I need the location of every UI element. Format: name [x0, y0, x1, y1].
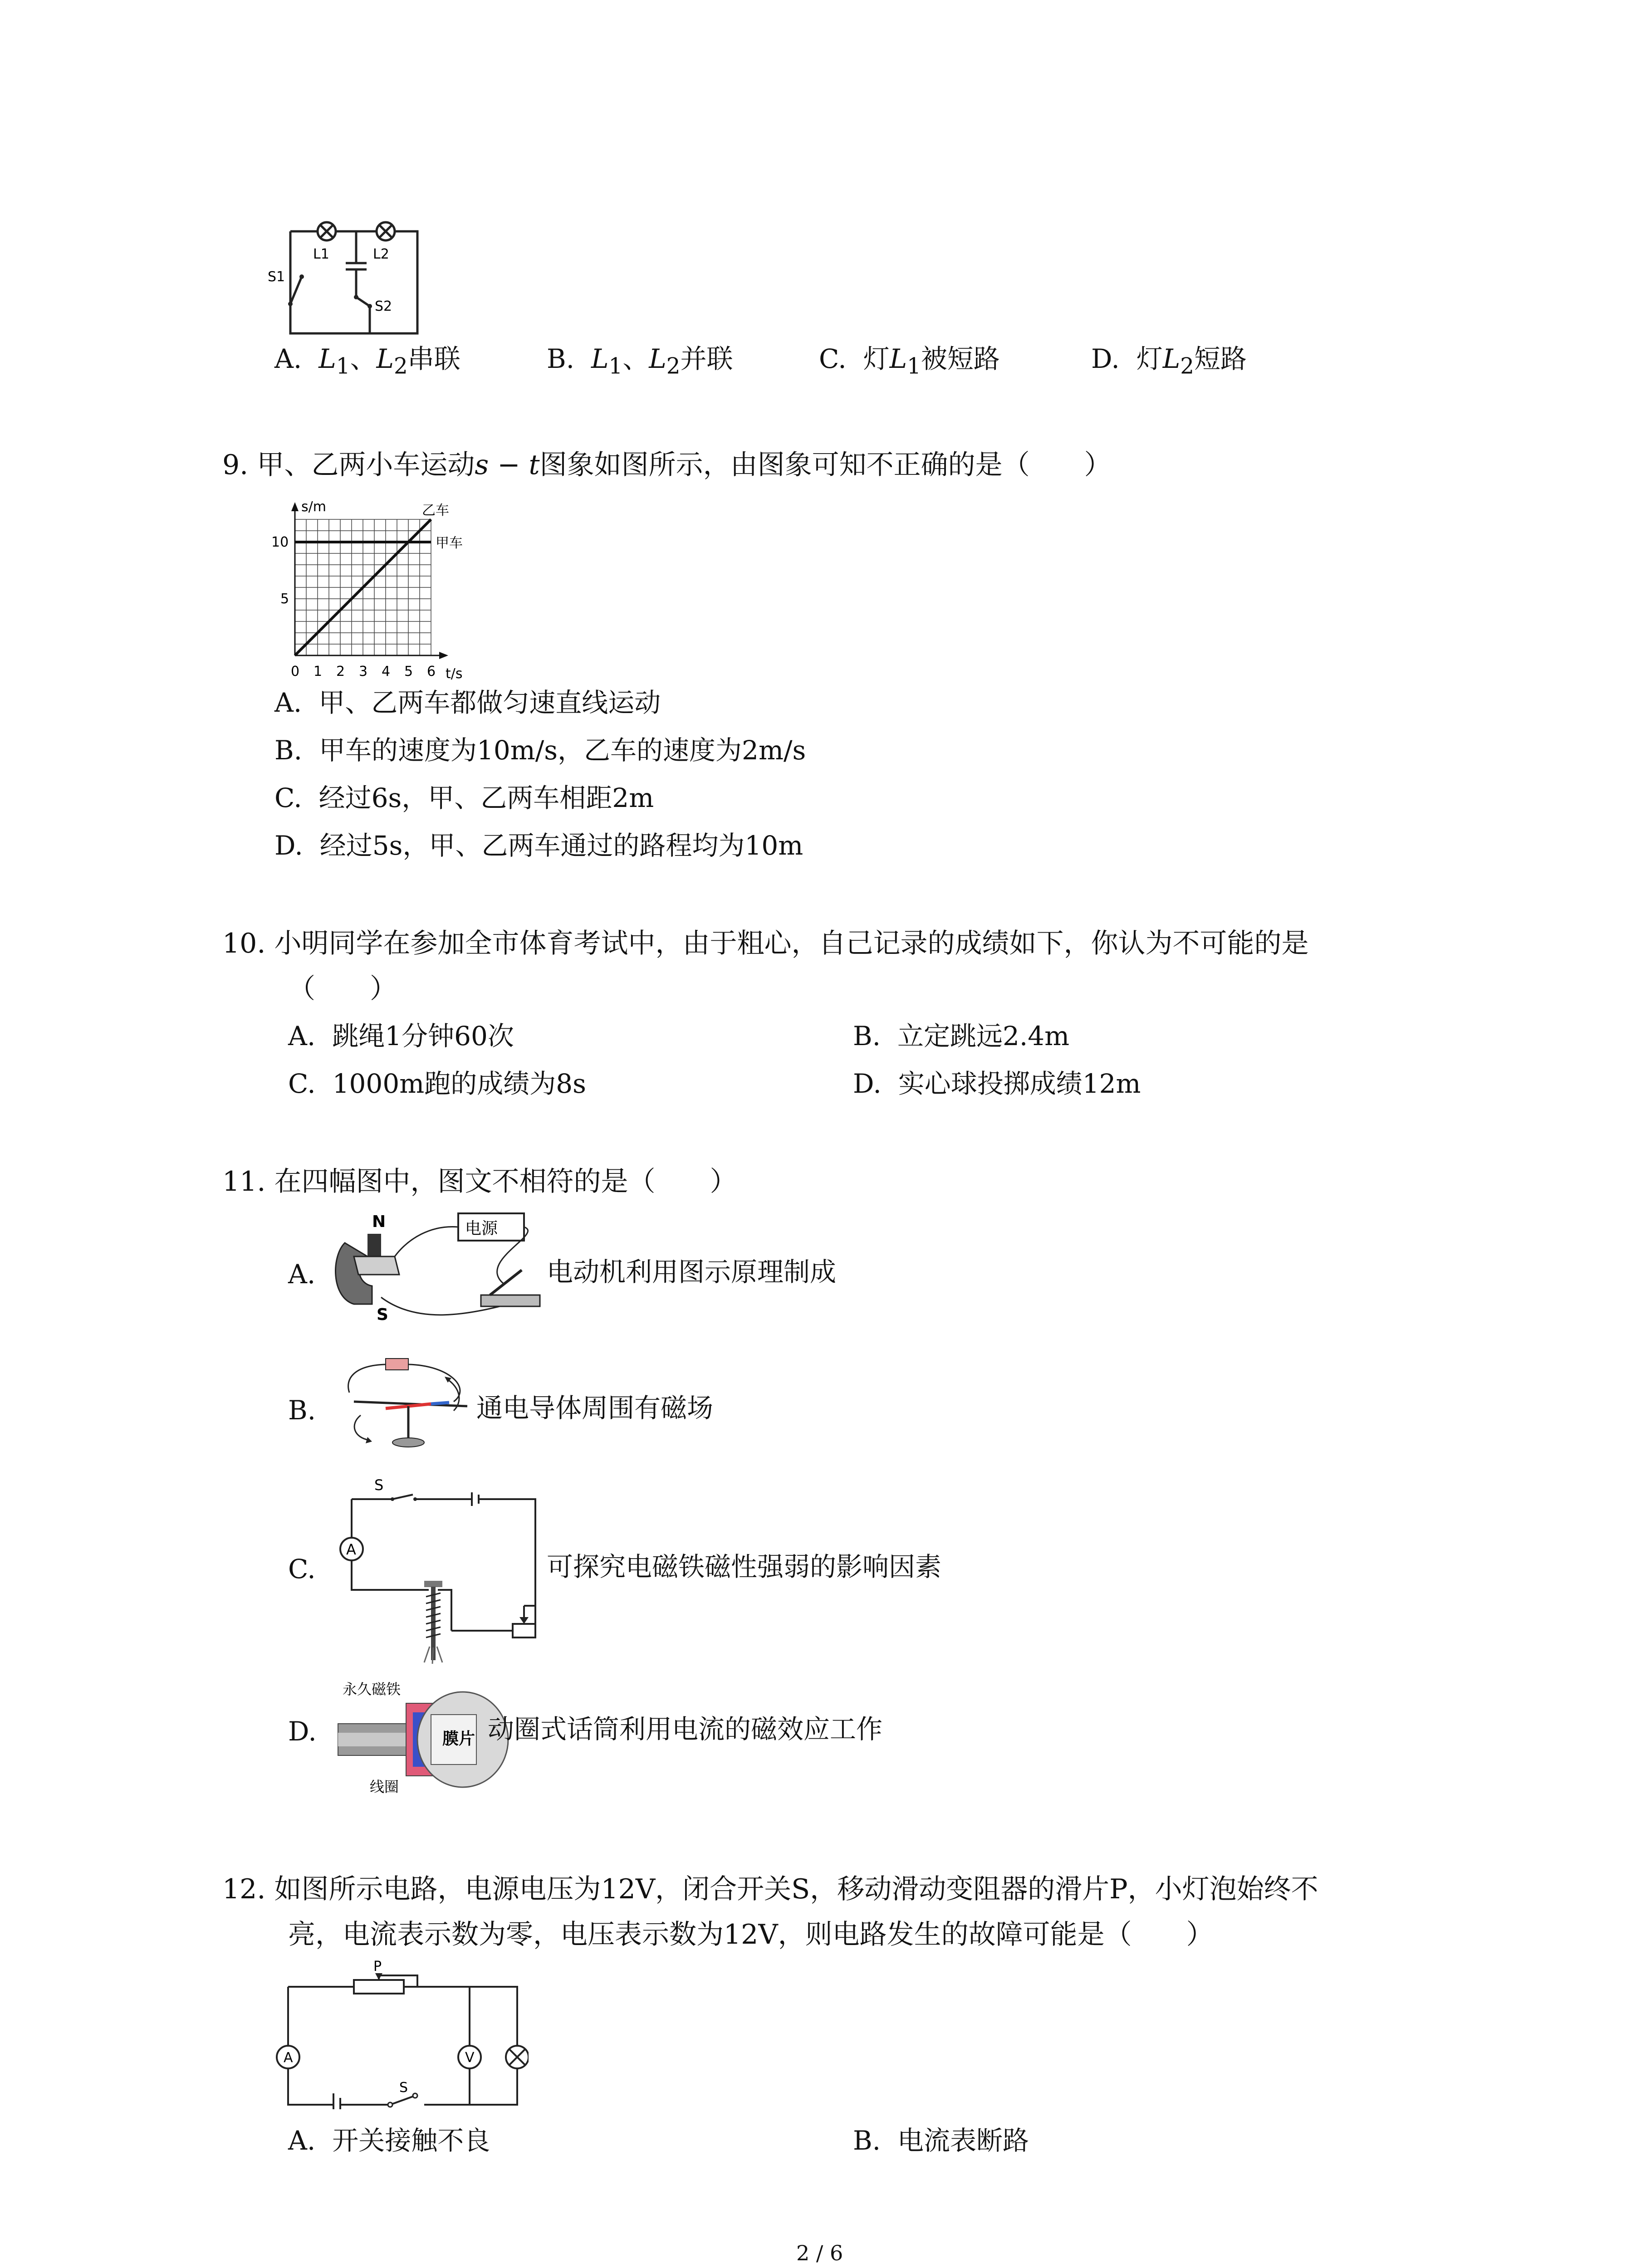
q12-label-p: P — [373, 1960, 382, 1975]
q11-c-electromagnet-figure — [333, 1474, 551, 1665]
q11-b-conductor-figure — [336, 1352, 481, 1456]
q8-option-b: B. $L_1$、$L_2$并联 — [547, 343, 733, 379]
q11-a-motor-figure — [327, 1207, 554, 1329]
q8-circuit-figure — [268, 213, 431, 340]
q11-d-label-magnet: 永久磁铁 — [343, 1681, 401, 1698]
q9-option-a: A. 甲、乙两车都做匀速直线运动 — [274, 687, 661, 718]
x-tick-label: 5 — [404, 664, 413, 679]
x-tick-label: 1 — [314, 664, 323, 679]
q11-d-label-coil: 线圈 — [370, 1778, 399, 1795]
q10-stem-line2: （ ） — [288, 973, 397, 1005]
q10-option-d: D. 实心球投掷成绩12m — [853, 1068, 1141, 1099]
q12-label-s: S — [399, 2080, 408, 2096]
q8-label-l1: L1 — [313, 246, 329, 262]
q12-label-a: A — [284, 2050, 293, 2066]
q11-a-label-n: N — [372, 1212, 386, 1231]
q11-c-label-a: A — [346, 1541, 356, 1558]
q11-d-label-diaphragm: 膜片 — [442, 1730, 475, 1748]
q10-option-b: B. 立定跳远2.4m — [853, 1021, 1070, 1051]
q9-option-c: C. 经过6s，甲、乙两车相距2m — [274, 782, 654, 813]
q11-option-a-letter: A. — [288, 1259, 316, 1290]
series-label-0: 甲车 — [436, 535, 463, 551]
q8-label-l2: L2 — [373, 246, 389, 262]
q12-stem-line2: 亮，电流表示数为零，电压表示数为12V，则电路发生的故障可能是（ ） — [288, 1919, 1214, 1950]
q8-option-a: A. $L_1$、$L_2$串联 — [274, 343, 460, 379]
q8-option-c: C. 灯$L_1$被短路 — [819, 343, 1000, 379]
x-axis-arrow — [439, 652, 448, 659]
q11-option-b-text: 通电导体周围有磁场 — [476, 1393, 714, 1423]
q11-option-a-text: 电动机利用图示原理制成 — [547, 1256, 837, 1287]
q12-stem-line1: 12. 如图所示电路，电源电压为12V，闭合开关S，移动滑动变阻器的滑片P，小灯泡始终不 — [222, 1873, 1318, 1905]
q11-a-label-s: S — [377, 1305, 388, 1324]
y-axis-label: s/m — [301, 499, 326, 515]
q8-label-s2: S2 — [375, 298, 392, 314]
q10-option-c: C. 1000m跑的成绩为8s — [288, 1068, 586, 1099]
q9-option-d: D. 经过5s，甲、乙两车通过的路程均为10m — [274, 830, 803, 861]
q11-option-c-letter: C. — [288, 1554, 316, 1584]
q12-option-b: B. 电流表断路 — [853, 2125, 1029, 2156]
q10-option-a: A. 跳绳1分钟60次 — [288, 1021, 514, 1051]
q8-option-d: D. 灯$L_2$短路 — [1091, 343, 1247, 379]
x-axis-label: t/s — [446, 666, 463, 682]
x-tick-label: 6 — [427, 664, 436, 679]
q9-st-chart — [254, 492, 490, 683]
q10-stem-line1: 10. 小明同学在参加全市体育考试中，由于粗心，自己记录的成绩如下，你认为不可能的是 — [222, 928, 1309, 959]
x-tick-label: 0 — [291, 664, 300, 679]
q12-label-v: V — [465, 2050, 475, 2066]
q11-a-label-power: 电源 — [465, 1219, 498, 1238]
y-tick-label: 5 — [280, 591, 289, 607]
q12-circuit-figure — [274, 1960, 529, 2109]
q11-option-d-letter: D. — [288, 1716, 317, 1747]
page-number: 2 / 6 — [796, 2241, 843, 2265]
y-tick-label: 10 — [271, 534, 289, 550]
q11-option-b-letter: B. — [288, 1395, 316, 1426]
q12-option-a: A. 开关接触不良 — [288, 2125, 490, 2156]
x-tick-label: 4 — [382, 664, 391, 679]
series-label-1: 乙车 — [422, 503, 449, 518]
q11-stem: 11. 在四幅图中，图文不相符的是（ ） — [222, 1166, 737, 1198]
q11-c-label-s: S — [374, 1476, 384, 1494]
q9-option-b: B. 甲车的速度为10m/s，乙车的速度为2m/s — [274, 735, 806, 766]
q9-stem: 9. 甲、乙两小车运动s − t图象如图所示，由图象可知不正确的是（ ） — [222, 449, 1112, 481]
q11-option-d-text: 动圈式话筒利用电流的磁效应工作 — [488, 1714, 883, 1745]
q8-label-s1: S1 — [268, 269, 285, 285]
x-tick-label: 2 — [336, 664, 345, 679]
q11-option-c-text: 可探究电磁铁磁性强弱的影响因素 — [547, 1551, 942, 1582]
y-axis-arrow — [291, 502, 299, 511]
x-tick-label: 3 — [359, 664, 368, 679]
